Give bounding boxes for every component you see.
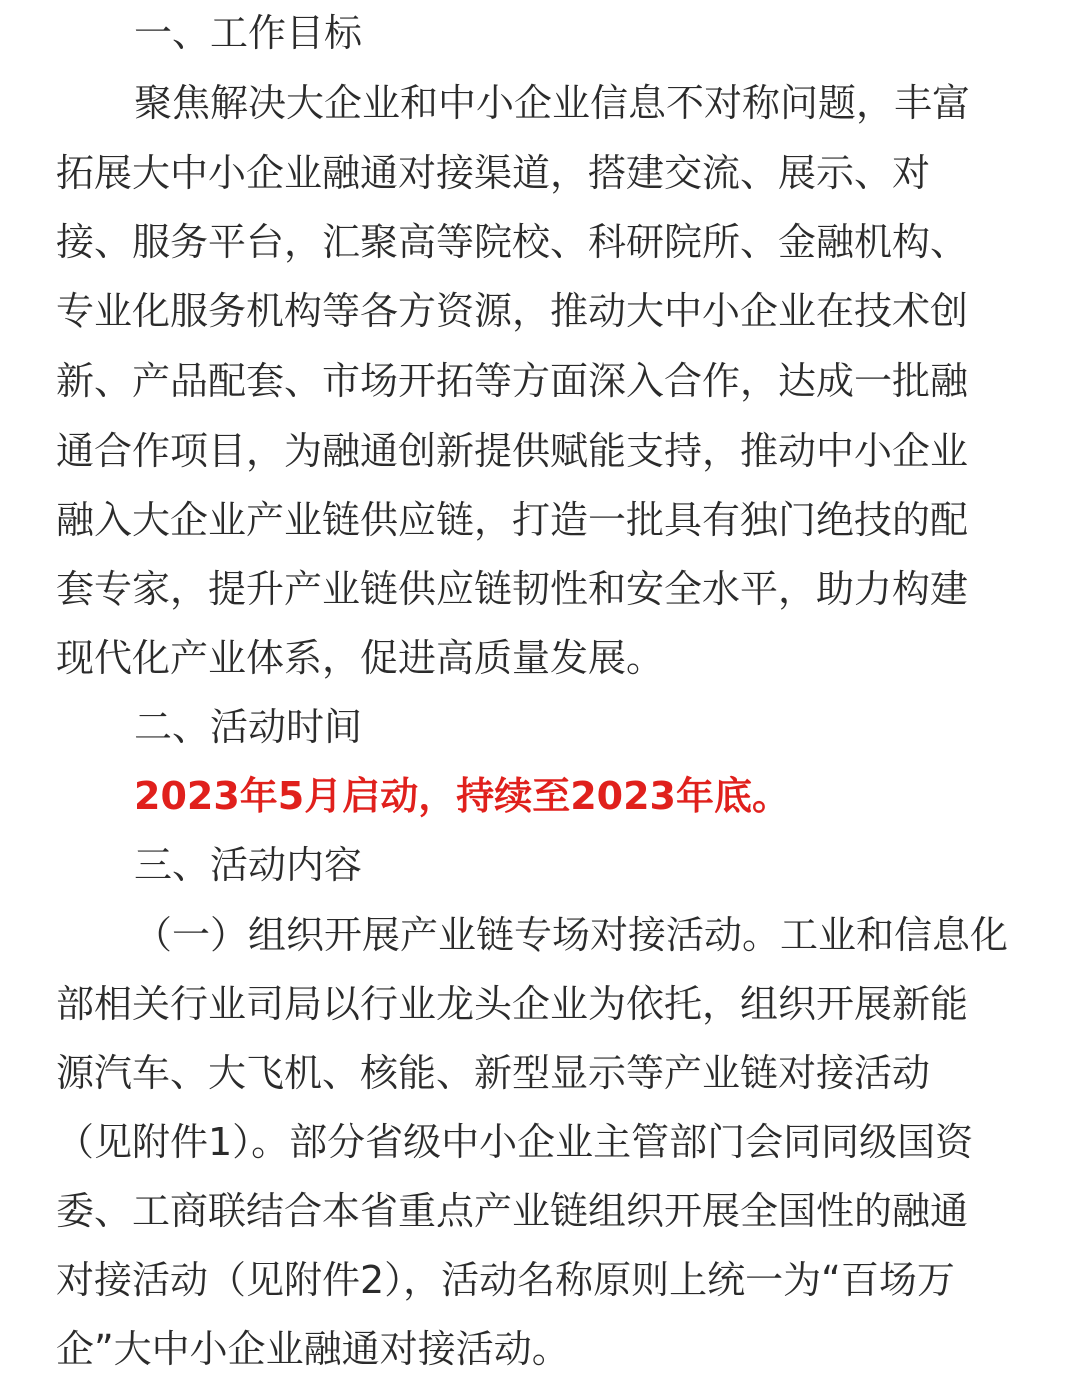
paragraph-line: 套专家，提升产业链供应链韧性和安全水平，助力构建 [56,567,969,611]
paragraph-line: （见附件1）。部分省级中小企业主管部门会同同级国资 [56,1120,974,1164]
paragraph-line: 部相关行业司局以行业龙头企业为依托，组织开展新能 [56,982,969,1026]
activity-time-highlight: 2023年5月启动，持续至2023年底。 [134,774,790,818]
paragraph-line: 通合作项目，为融通创新提供赋能支持，推动中小企业 [56,429,969,473]
paragraph-line: （一）组织开展产业链专场对接活动。工业和信息化 [134,913,1009,957]
paragraph-line: 对接活动（见附件2），活动名称原则上统一为“百场万 [56,1258,955,1302]
section-heading-time: 二、活动时间 [134,705,363,749]
section-heading-goals: 一、工作目标 [134,11,363,55]
paragraph-line: 专业化服务机构等各方资源，推动大中小企业在技术创 [56,289,969,333]
paragraph-line: 委、工商联结合本省重点产业链组织开展全国性的融通 [56,1189,969,1233]
paragraph-line: 新、产品配套、市场开拓等方面深入合作，达成一批融 [56,359,969,403]
paragraph-line: 聚焦解决大企业和中小企业信息不对称问题，丰富 [134,81,971,125]
paragraph-line: 现代化产业体系，促进高质量发展。 [56,636,665,680]
paragraph-line: 企”大中小企业融通对接活动。 [56,1327,570,1371]
paragraph-line: 接、服务平台，汇聚高等院校、科研院所、金融机构、 [56,220,969,264]
section-heading-content: 三、活动内容 [134,843,363,887]
paragraph-line: 源汽车、大飞机、核能、新型显示等产业链对接活动 [56,1051,931,1095]
paragraph-line: 拓展大中小企业融通对接渠道，搭建交流、展示、对 [56,151,931,195]
paragraph-line: 融入大企业产业链供应链，打造一批具有独门绝技的配 [56,498,969,542]
